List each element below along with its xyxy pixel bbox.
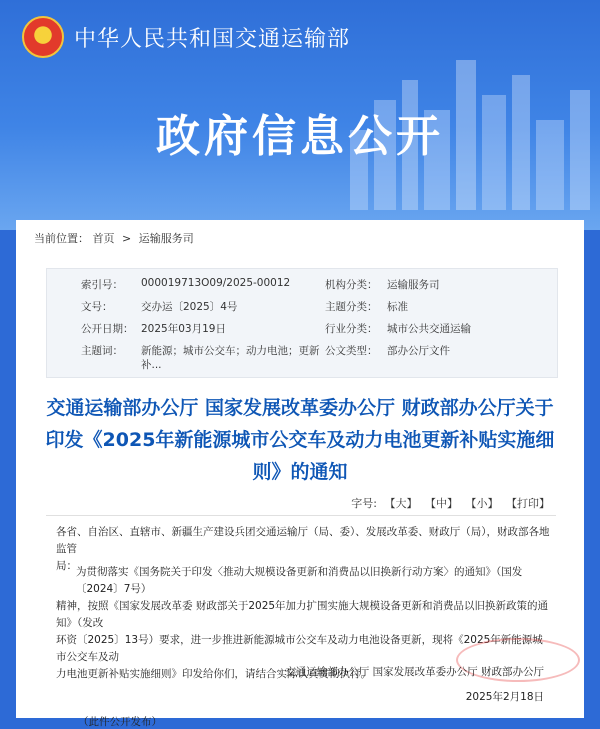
paragraph-line: 力电池更新补贴实施细则》印发给你们，请结合实际认真贯彻执行。 (56, 668, 371, 680)
font-size-label: 字号: (351, 497, 377, 510)
font-medium-button[interactable]: 【中】 (425, 497, 458, 510)
keywords-value-line1: 新能源；城市公交车；动力电池；更新 (141, 345, 320, 357)
index-no-value: 000019713O09/2025-00012 (141, 277, 291, 289)
font-large-button[interactable]: 【大】 (384, 497, 418, 510)
document-metadata-table (46, 268, 558, 378)
breadcrumb-label: 当前位置： (34, 232, 89, 245)
recipients-line: 局： (56, 560, 77, 572)
doc-no-label: 文号： (81, 301, 113, 313)
breadcrumb-separator: > (122, 232, 132, 245)
section-title: 政府信息公开 (156, 111, 444, 162)
doc-no-value: 交办运〔2025〕4号 (141, 301, 238, 313)
breadcrumb-department-link[interactable]: 运输服务司 (138, 232, 194, 245)
org-label: 机构分类： (325, 279, 378, 291)
breadcrumb-home-link[interactable]: 首页 (92, 232, 115, 245)
breadcrumb (34, 230, 194, 246)
document-title (40, 392, 560, 488)
paragraph-line: 精神，按照《国家发展改革委 财政部关于2025年加力扩围实施大规模设备更新和消费品以旧换新政策的通知》（发改 (56, 600, 549, 629)
font-size-controls (351, 495, 550, 511)
document-title-line: 交通运输部办公厅 国家发展改革委办公厅 财政部办公厅关于 (46, 397, 554, 419)
date-value: 2025年03月19日 (141, 323, 226, 335)
publication-note: （此件公开发布） (78, 716, 162, 728)
type-label: 公文类型： (325, 345, 378, 357)
recipients-line: 各省、自治区、直辖市、新疆生产建设兵团交通运输厅（局、委）、发展改革委、财政厅（局），财政部各地监管 (56, 526, 550, 555)
header-banner (0, 0, 600, 230)
date-label: 公开日期： (81, 323, 134, 335)
topic-label: 主题分类： (325, 301, 378, 313)
font-small-button[interactable]: 【小】 (465, 497, 499, 510)
document-title-line: 印发《2025年新能源城市公交车及动力电池更新补贴实施细 (45, 429, 555, 451)
sign-date: 2025年2月18日 (465, 691, 544, 703)
industry-label: 行业分类： (325, 323, 378, 335)
document-title-line: 则》的通知 (252, 461, 348, 483)
content-panel (16, 220, 584, 728)
keywords-label: 主题词： (81, 345, 123, 357)
paragraph-line: 环资〔2025〕13号）要求，进一步推进新能源城市公交车及动力电池设备更新，现将《2025年新能源城市公交车及动 (56, 634, 543, 663)
print-button[interactable]: 【打印】 (506, 497, 550, 510)
type-value: 部办公厅文件 (387, 345, 450, 357)
keywords-value-line2: 补... (141, 359, 162, 371)
paragraph-line: 为贯彻落实《国务院关于印发〈推动大规模设备更新和消费品以旧换新行动方案〉的通知》（国发〔2024〕7号） (76, 566, 523, 595)
index-no-label: 索引号： (81, 279, 123, 291)
industry-value: 城市公共交通运输 (387, 323, 471, 335)
org-value: 运输服务司 (387, 279, 440, 291)
signatories: 交通运输部办公厅 国家发展改革委办公厅 财政部办公厅 (285, 666, 544, 678)
national-emblem-icon (22, 16, 64, 58)
topic-value: 标准 (387, 301, 408, 313)
divider (46, 515, 556, 516)
ministry-name[interactable]: 中华人民共和国交通运输部 (74, 27, 351, 52)
